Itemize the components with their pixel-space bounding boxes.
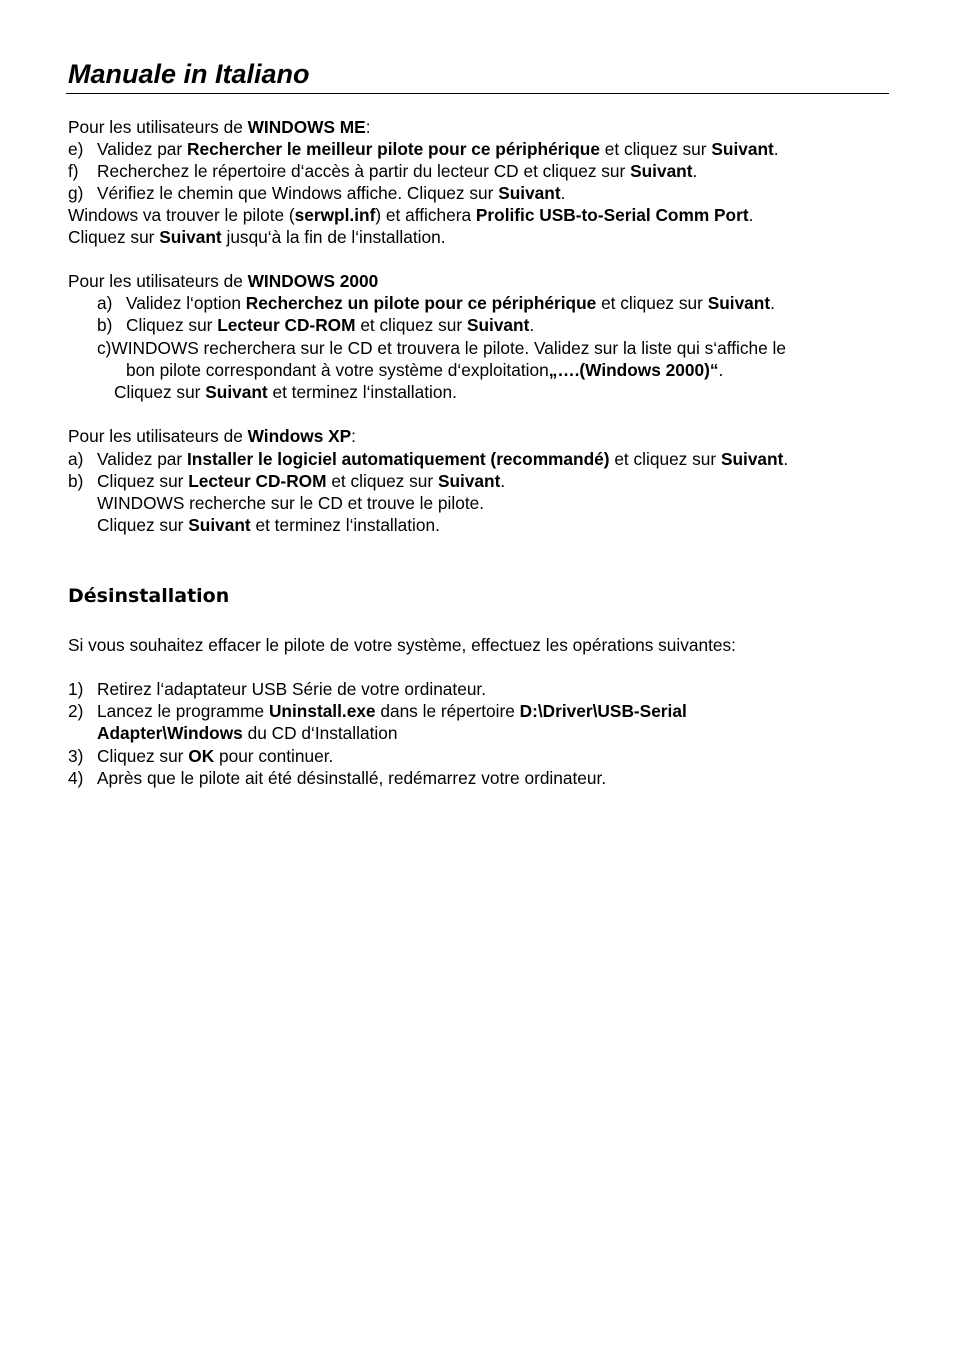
xp-finish-line: Cliquez sur Suivant et terminez l‘installation. — [97, 515, 440, 535]
uninstall-heading: Désinstallation — [68, 585, 230, 607]
w2000-step-b: b) Cliquez sur Lecteur CD-ROM et cliquez sur Suivant. — [97, 315, 535, 335]
xp-intro: Pour les utilisateurs de Windows XP: — [68, 426, 356, 446]
me-intro: Pour les utilisateurs de WINDOWS ME: — [68, 117, 371, 137]
w2000-step-c: c)WINDOWS recherchera sur le CD et trouvera le pilote. Validez sur la liste qui s‘affiche le — [97, 338, 786, 358]
me-step-e: e) Validez par Rechercher le meilleur pilote pour ce périphérique et cliquez sur Suivant. — [68, 139, 779, 159]
xp-step-a: a) Validez par Installer le logiciel automatiquement (recommandé) et cliquez sur Suivant. — [68, 449, 789, 469]
xp-search-line: WINDOWS recherche sur le CD et trouve le pilote. — [97, 493, 485, 513]
xp-step-b: b) Cliquez sur Lecteur CD-ROM et cliquez sur Suivant. — [68, 471, 506, 491]
me-finish-line: Cliquez sur Suivant jusqu‘à la fin de l‘installation. — [68, 227, 446, 247]
page-title: Manuale in Italiano — [68, 59, 310, 89]
uninstall-intro: Si vous souhaitez effacer le pilote de votre système, effectuez les opérations suivantes: — [68, 635, 736, 655]
uninstall-step-1: 1) Retirez l‘adaptateur USB Série de votre ordinateur. — [68, 679, 487, 699]
w2000-finish-line: Cliquez sur Suivant et terminez l‘installation. — [114, 382, 457, 402]
w2000-intro: Pour les utilisateurs de WINDOWS 2000 — [68, 271, 379, 291]
me-step-g: g) Vérifiez le chemin que Windows affiche. Cliquez sur Suivant. — [68, 183, 566, 203]
uninstall-step-2: 2) Lancez le programme Uninstall.exe dans le répertoire D:\Driver\USB-Serial — [68, 701, 687, 721]
me-driver-line: Windows va trouver le pilote (serwpl.inf) et affichera Prolific USB-to-Serial Comm Port. — [68, 205, 754, 225]
title-underline — [66, 93, 889, 94]
uninstall-step-2-cont: Adapter\Windows du CD d‘Installation — [97, 723, 398, 743]
uninstall-step-3: 3) Cliquez sur OK pour continuer. — [68, 746, 334, 766]
w2000-step-c-cont: bon pilote correspondant à votre système d‘exploitation„….(Windows 2000)“. — [126, 360, 724, 380]
me-step-f: f) Recherchez le répertoire d‘accès à partir du lecteur CD et cliquez sur Suivant. — [68, 161, 698, 181]
w2000-step-a: a) Validez l‘option Recherchez un pilote pour ce périphérique et cliquez sur Suivant. — [97, 293, 775, 313]
uninstall-step-4: 4) Après que le pilote ait été désinstallé, redémarrez votre ordinateur. — [68, 768, 607, 788]
